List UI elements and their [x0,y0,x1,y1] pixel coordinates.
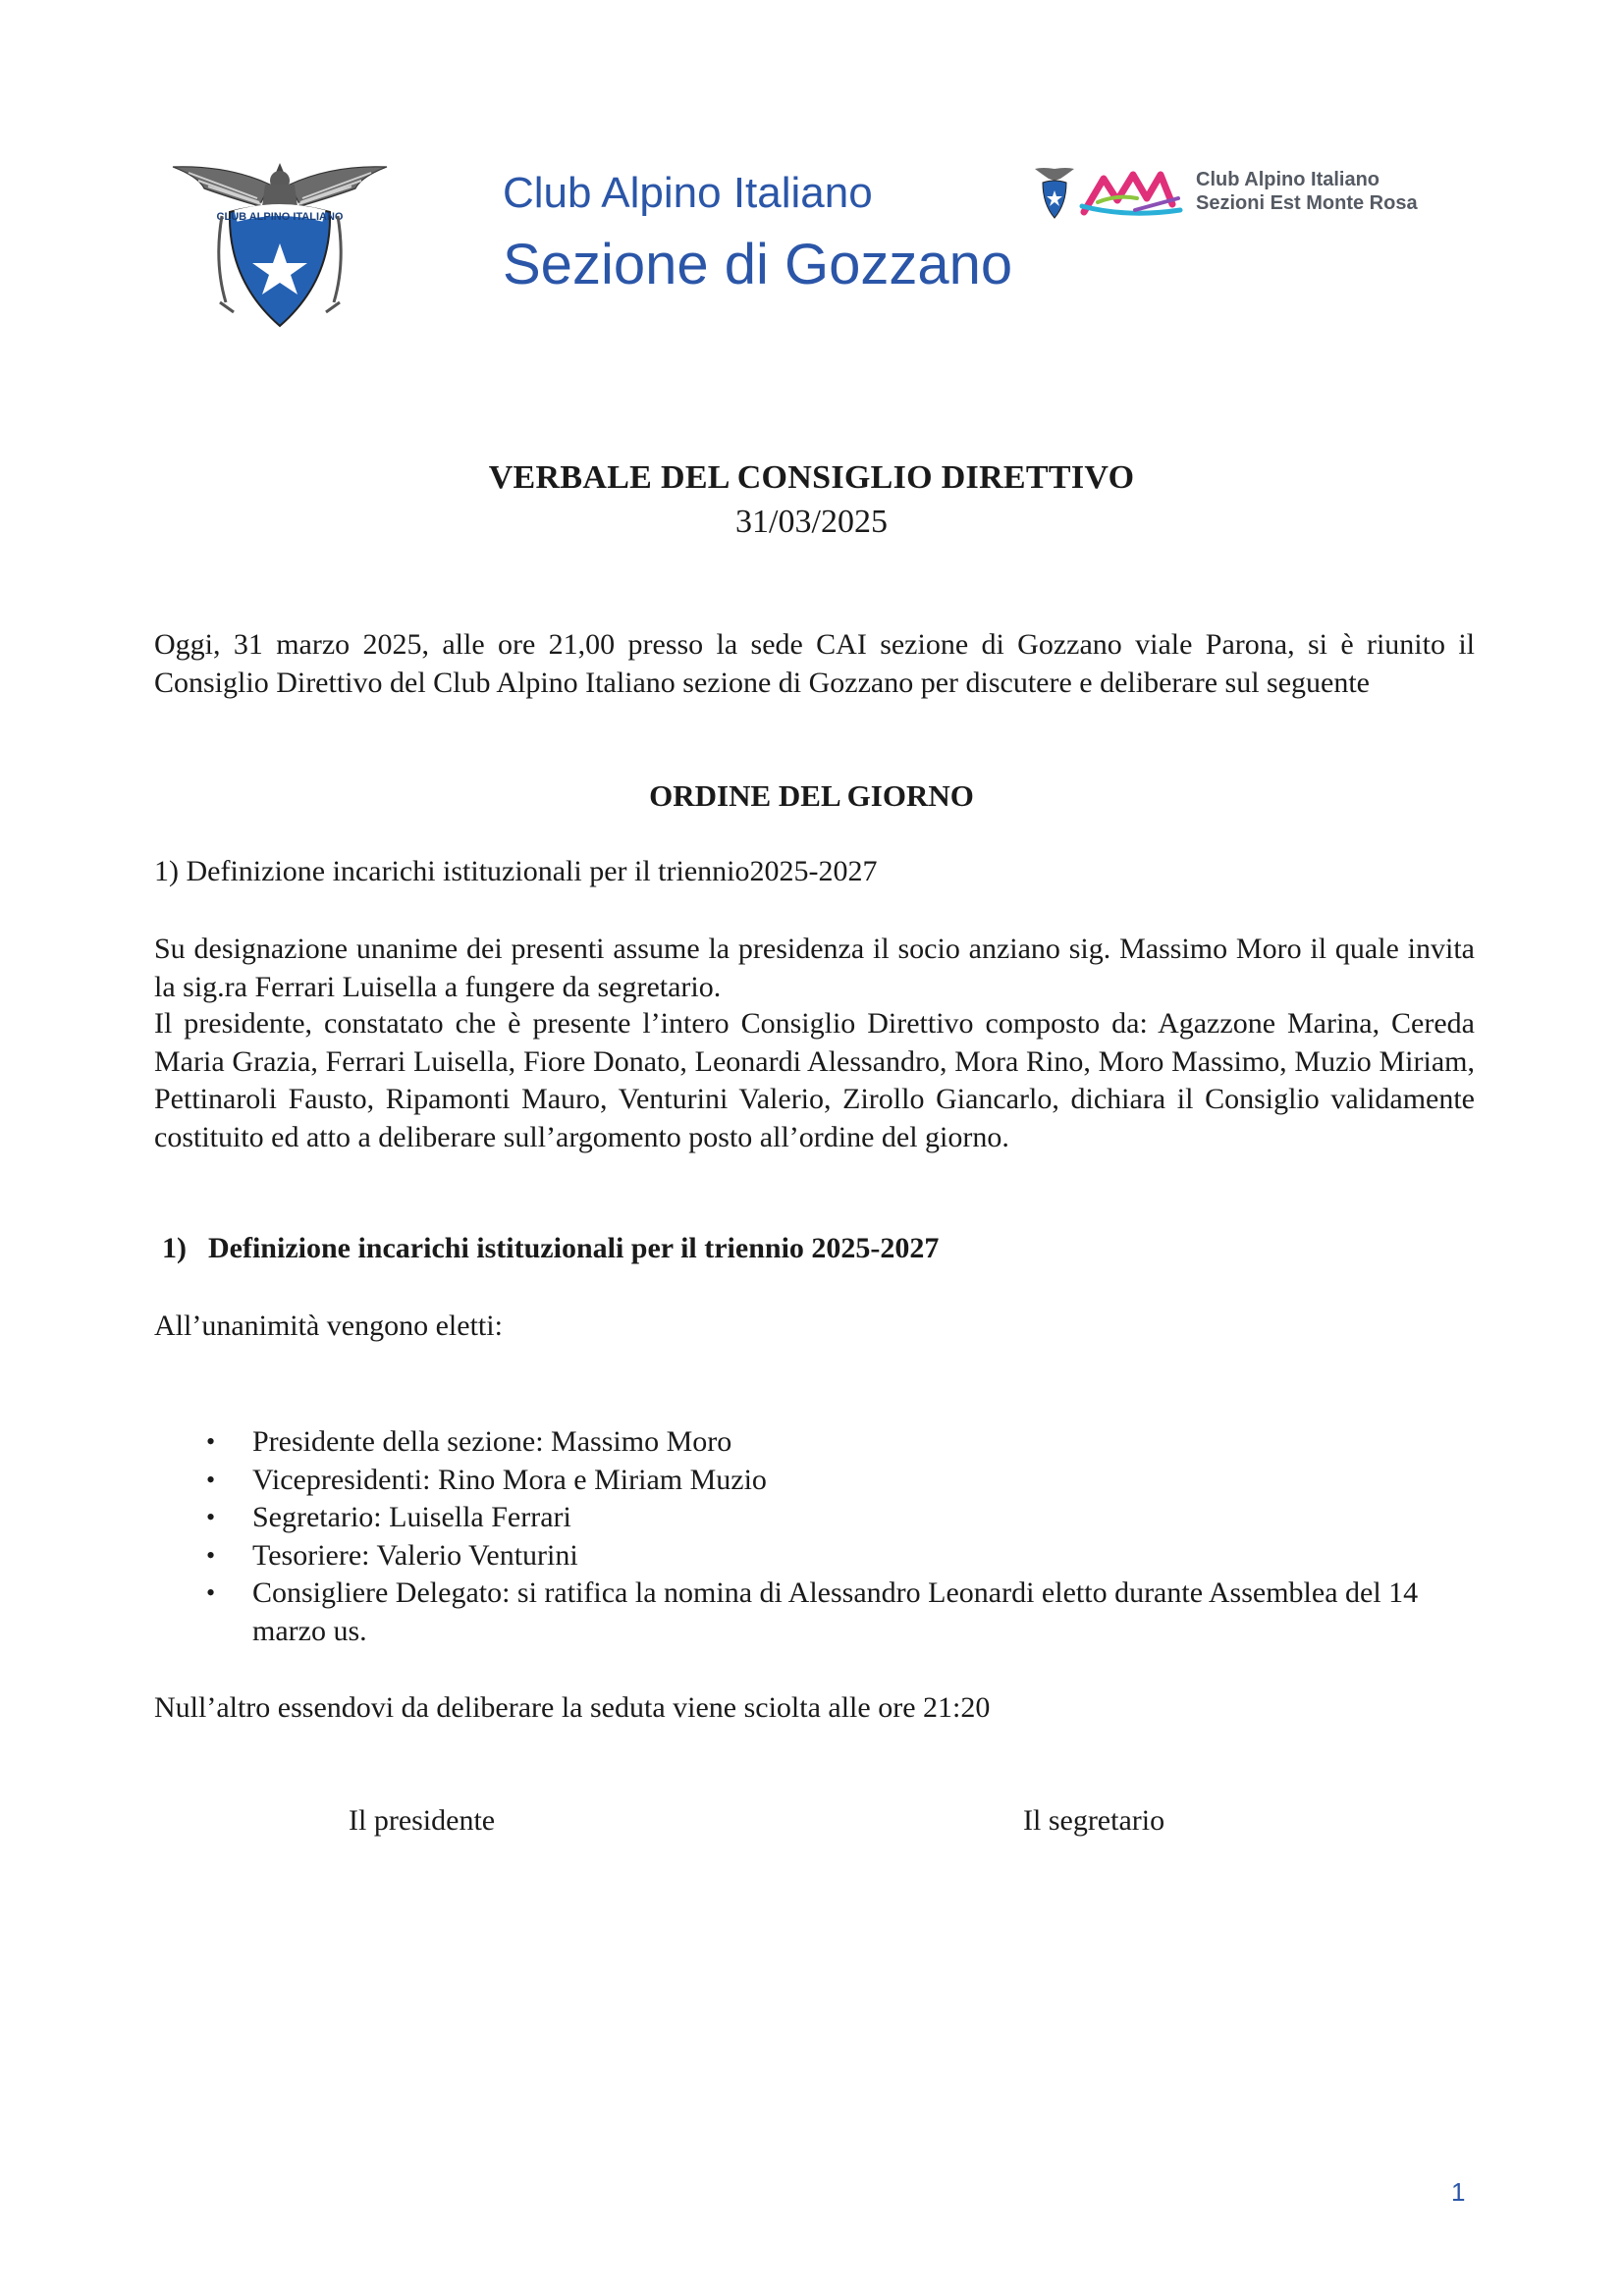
header-title-line2: Sezione di Gozzano [503,233,1013,296]
bullet-icon: • [206,1465,216,1494]
small-eagle-shield-icon [1035,165,1074,222]
svg-text:CLUB ALPINO ITALIANO: CLUB ALPINO ITALIANO [216,211,344,223]
list-item-text: Tesoriere: Valerio Venturini [252,1538,578,1572]
president-statement-paragraph: Il presidente, constatato che è presente l’intero Consiglio Direttivo composto da: Agazzone Marina, Cereda Maria Grazia, Ferrari Luisella, Fiore Donato, Leonardi Alessandro, Mora Rino, Moro Massimo, Muzio Miriam, Pettinaroli Fausto, Ripamonti Mauro, Venturini Valerio, Zirollo Giancarlo, dichiara il Consiglio validamente costituito ed atto a deliberare sull’argomento posto all’ordine del giorno. [154,1007,1475,1153]
intro-paragraph: Oggi, 31 marzo 2025, alle ore 21,00 presso la sede CAI sezione di Gozzano viale Parona, si è riunito il Consiglio Direttivo del Club Alpino Italiano sezione di Gozzano per discutere e deliberare sul seguente [154,628,1475,699]
section-heading [162,1232,939,1265]
bullet-icon: • [206,1427,216,1456]
list-item-text: Segretario: Luisella Ferrari [252,1501,571,1533]
document-date: 31/03/2025 [735,504,888,540]
page-number: 1 [1451,2177,1466,2207]
section-title: Definizione incarichi istituzionali per il triennio 2025-2027 [208,1232,940,1264]
partner-logo-mark [1078,165,1186,220]
bullet-icon: • [206,1540,216,1570]
eagle-shield-icon [169,155,391,330]
list-item [154,1423,1475,1462]
cai-logo [169,155,391,330]
partner-emblem [1035,165,1074,222]
list-item [154,1462,1475,1500]
section-number: 1) [162,1232,187,1264]
bullet-icon: • [206,1503,216,1531]
designation-paragraph: Su designazione unanime dei presenti assume la presidenza il socio anziano sig. Massimo Moro il quale invita la sig.ra Ferrari Luisella a fungere da segretario. [154,933,1475,1003]
agenda-heading: ORDINE DEL GIORNO [649,778,974,813]
header-title-line1: Club Alpino Italiano [503,169,873,217]
agenda-item: 1) Definizione incarichi istituzionali per il triennio2025-2027 [154,855,878,887]
list-item-text: Consigliere Delegato: si ratifica la nomina di Alessandro Leonardi eletto durante Assemblea del 14 marzo us. [252,1576,1419,1647]
unanimity-paragraph: All’unanimità vengono eletti: [154,1309,503,1342]
monte-rosa-mark-icon [1078,165,1186,220]
list-item-text: Presidente della sezione: Massimo Moro [252,1425,732,1458]
list-item [154,1575,1475,1650]
bullet-icon: • [206,1578,216,1607]
partner-title-line1: Club Alpino Italiano [1196,169,1380,190]
list-item [154,1499,1475,1537]
closing-paragraph: Null’altro essendovi da deliberare la seduta viene sciolta alle ore 21:20 [154,1691,991,1724]
list-item [154,1537,1475,1575]
document-title: VERBALE DEL CONSIGLIO DIRETTIVO [488,459,1135,496]
signature-president-label: Il presidente [349,1804,496,1837]
elected-list [154,1423,1475,1650]
list-item-text: Vicepresidenti: Rino Mora e Miriam Muzio [252,1463,767,1496]
partner-title-line2: Sezioni Est Monte Rosa [1196,192,1418,214]
signature-secretary-label: Il segretario [1023,1804,1165,1837]
